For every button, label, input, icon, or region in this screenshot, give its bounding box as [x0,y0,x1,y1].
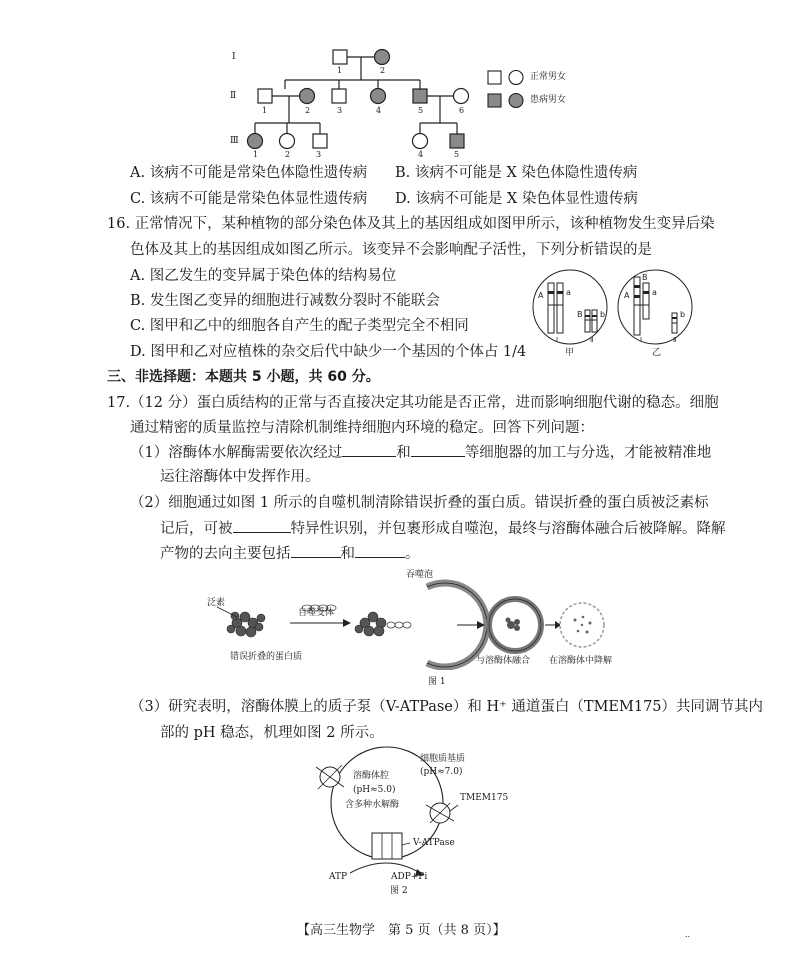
q15-option-a: A. 该病不可能是常染色体隐性遗传病 [130,165,368,181]
q17-p1-text2: 等细胞器的加工与分选，才能被精准地 [464,445,712,461]
q16-option-a: A. 图乙发生的变异属于染色体的结构易位 [130,268,397,284]
answer-blank[interactable] [291,543,341,558]
fig1-fuse: 与溶酶体融合 [476,656,531,666]
answer-blank[interactable] [342,442,396,457]
g3-num: 2 [285,150,291,159]
gene-label-b: b [680,310,686,319]
fig2-vatpase: V-ATPase [413,838,455,848]
q15-option-d: D. 该病不可能是 X 染色体显性遗传病 [395,191,638,207]
chrom-label-I: Ⅰ [640,336,643,344]
q17-p1-text: （1）溶酶体水解酶需要依次经过 [130,445,343,461]
q17-part2-line1: （2）细胞通过如图 1 所示的自噬机制清除错误折叠的蛋白质。错误折叠的蛋白质被泛素标 [130,495,709,511]
fig2-lumen-ph: (pH≈5.0) [353,785,396,795]
g2-num: 1 [262,106,268,115]
q16-stem-line2: 色体及其上的基因组成如图乙所示。该变异不会影响配子活性，下列分析错误的是 [130,242,652,258]
fig1-autophagy-receptor: 自噬受体 [298,608,335,618]
q17-part3-line1: （3）研究表明，溶酶体膜上的质子泵（V-ATPase）和 H⁺ 通道蛋白（TMEM175）共同调节其内 [130,699,764,715]
fig1-ubiquitin: 泛素 [207,598,226,608]
page-footer: 【高三生物学 第 5 页（共 8 页）】 [297,923,506,938]
q17-part2-line2 [160,518,726,539]
pedigree-chart [215,40,505,165]
q16-option-b: B. 发生图乙变异的细胞进行减数分裂时不能联会 [130,293,440,309]
q15-option-c: C. 该病不可能是常染色体显性遗传病 [130,191,368,207]
q17-part1-line2: 运往溶酶体中发挥作用。 [160,469,320,485]
fig1-misfolded: 错误折叠的蛋白质 [230,652,303,662]
g2-num: 3 [337,106,343,115]
gene-label-A: A [624,291,630,300]
fig2-caption: 图 2 [390,886,408,896]
q17-p1-and: 和 [396,445,411,461]
gene-label-a: a [566,288,571,297]
fig2-atp: ATP [329,872,348,882]
figure-2-lysosome [300,745,530,890]
q17-part1 [130,442,711,463]
corner-mark: .. [685,930,691,939]
fig2-cytosol-ph: (pH≈7.0) [420,767,463,777]
g2-num: 6 [459,106,465,115]
q16-option-c: C. 图甲和乙中的细胞各自产生的配子类型完全不相同 [130,318,469,334]
g2-num: 2 [305,106,311,115]
fig-label-yi: 乙 [652,348,662,358]
q16-option-d: D. 图甲和乙对应植株的杂交后代中缺少一个基因的个体占 1/4 [130,344,527,360]
fig1-degrade: 在溶酶体中降解 [549,656,613,666]
g1-num: 2 [380,66,386,75]
fig1-phagophore: 吞噬泡 [406,570,434,580]
gen-label-3: Ⅲ [230,136,239,146]
g1-num: 1 [337,66,343,75]
gene-label-B: B [642,273,648,282]
g3-num: 4 [418,150,424,159]
q16-chromosome-figure [530,265,700,360]
legend-affected: 患病男女 [530,95,567,105]
g2-num: 4 [376,106,382,115]
q17-part2-line3 [160,543,420,564]
legend-normal: 正常男女 [530,72,567,82]
g3-num: 1 [253,150,259,159]
answer-blank[interactable] [355,543,405,558]
fig2-adp: ADP+Pi [391,872,428,882]
q17-p2-text2: 特异性识别，并包裹形成自噬泡，最终与溶酶体融合后被降解。降解 [290,521,726,537]
gen-label-2: Ⅱ [230,91,237,101]
q17-line2: 通过精密的质量监控与清除机制维持细胞内环境的稳定。回答下列问题： [130,420,594,436]
section-heading: 三、非选择题：本题共 5 小题，共 60 分。 [107,369,380,385]
g3-num: 5 [454,150,460,159]
gen-label-1: Ⅰ [232,52,236,62]
q17-p2-and: 和 [340,546,355,562]
gene-label-a: a [652,288,657,297]
gene-label-b: b [600,310,606,319]
answer-blank[interactable] [411,442,465,457]
fig-label-jia: 甲 [565,348,575,358]
gene-label-B: B [577,310,583,319]
g2-num: 5 [418,106,424,115]
fig1-caption: 图 1 [428,677,446,687]
chrom-label-II: Ⅱ [590,336,594,344]
chrom-label-II: Ⅱ [673,336,677,344]
chrom-label-I: Ⅰ [556,336,559,344]
q16-stem-line1: 16. 正常情况下，某种植物的部分染色体及其上的基因组成如图甲所示，该种植物发生变异后染 [107,216,715,232]
pedigree-legend-symbols [486,68,528,112]
q17-part3-line2: 部的 pH 稳态，机理如图 2 所示。 [160,725,384,741]
fig2-lumen: 溶酶体腔 [353,771,390,781]
q17-p2-end: 。 [405,546,420,562]
fig2-hydrolase: 含多种水解酶 [345,800,400,810]
q15-option-b: B. 该病不可能是 X 染色体隐性遗传病 [395,165,638,181]
fig2-cytosol: 细胞质基质 [420,754,466,764]
g3-num: 3 [316,150,322,159]
q17-p2-text3: 产物的去向主要包括 [160,546,291,562]
q17-line1: 17.（12 分）蛋白质结构的正常与否直接决定其功能是否正常，进而影响细胞代谢的稳态。细胞 [107,395,719,411]
fig2-tmem175: TMEM175 [460,793,509,803]
gene-label-A: A [538,291,544,300]
q17-p2-text: 记后，可被 [160,521,233,537]
answer-blank[interactable] [233,518,291,533]
